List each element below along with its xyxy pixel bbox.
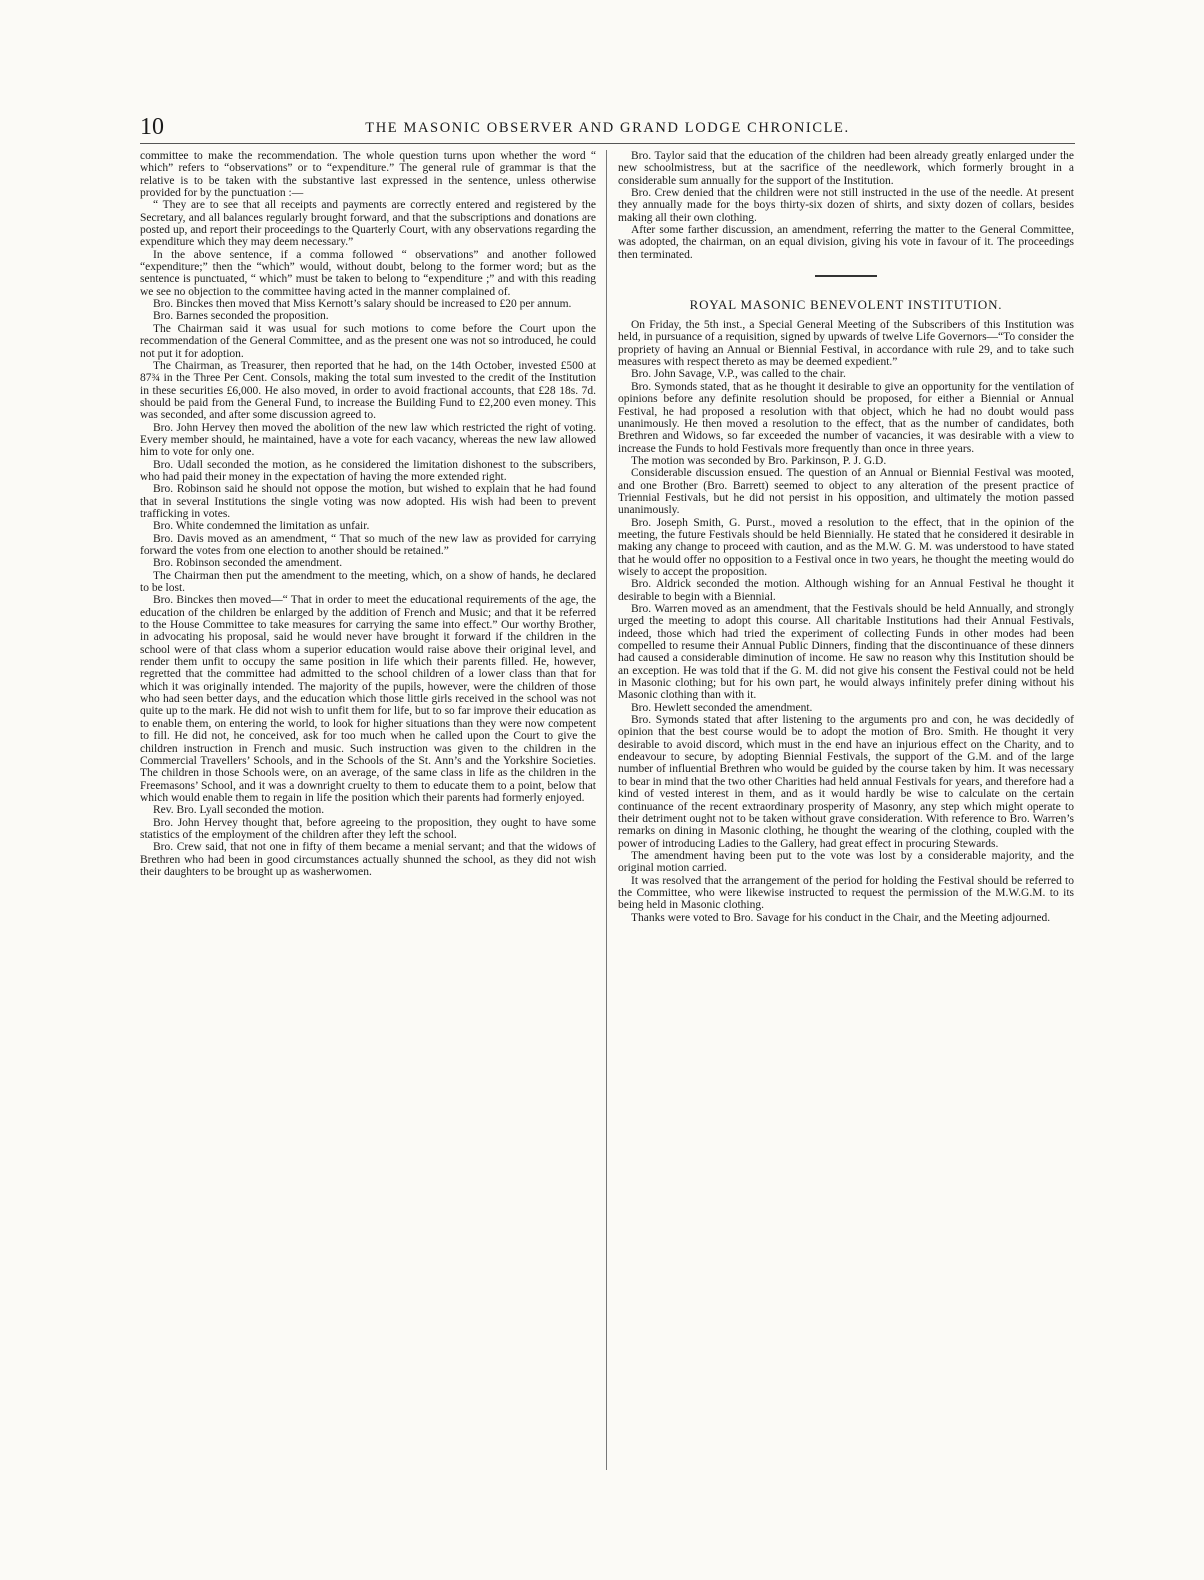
paragraph: The amendment having been put to the vote was lost by a considerable majority, and the original motion carried. xyxy=(618,849,1074,875)
running-title: THE MASONIC OBSERVER AND GRAND LODGE CHRONICLE. xyxy=(365,120,850,136)
paragraph: Bro. Warren moved as an amendment, that the Festivals should be held Annually, and strongly urged the meeting to adopt this course. All charitable Institutions had their Annual Festivals, indeed, those which had tried the experiment of collecting Funds in other modes had been compelled to resume their Annual Public Dinners, finding that the discontinuance of these dinners had caused a considerable diminution of income. He saw no reason why this Institution should be an exception. He was told that if the G. M. did not give his consent the Festival could not be held in Masonic clothing; but for his own part, he would always infinitely prefer dining without his Masonic clothing than with it. xyxy=(618,603,1074,702)
paragraph: After some farther discussion, an amendment, referring the matter to the General Committee, was adopted, the chairman, on an equal division, giving his vote in favour of it. The proceedings then terminated. xyxy=(618,224,1074,261)
paragraph: Bro. Crew denied that the children were not still instructed in the use of the needle. At present they annually made for the boys thirty-six dozen of shirts, and sixty dozen of collars, besides making all their own clothing. xyxy=(618,187,1074,224)
paragraph: committee to make the recommendation. The whole question turns upon whether the word “ which” refers to “observations” or to “expenditure.” The general rule of grammar is that the relative is to be taken with the substantive last expressed in the sentence, unless otherwise provided for by the punctuation :— xyxy=(140,150,596,200)
paragraph: The motion was seconded by Bro. Parkinson, P. J. G.D. xyxy=(631,454,887,467)
paragraph: It was resolved that the arrangement of the period for holding the Festival should be referred to the Committee, who were likewise instructed to request the permission of the M.W.G.M. to its being held in Masonic clothing. xyxy=(618,874,1074,912)
paragraph: Bro. Symonds stated that after listening to the arguments pro and con, he was decidedly of opinion that the best course would be to adopt the motion of Bro. Smith. He thought it very desirable to avoid discord, which must in the end have an injurious effect on the Charity, and to endeavour to secure, by adopting Biennial Festivals, the support of the G.M. and of the large number of influential Brethren who would be guided by the course taken by him. It was necessary to bear in mind that the two other Charities had held annual Festivals for years, and therefore had a kind of vested interest in them, and as it would hardly be wise to calculate on the certain continuance of the recent extraordinary prosperity of Masonry, any step which might operate to their detriment ought not to be taken without grave consideration. With reference to Bro. Warren’s remarks on dining in Masonic clothing, he thought the wearing of the clothing, coupled with the power of introducing Ladies to the Gallery, had great effect in procuring Stewards. xyxy=(618,714,1074,850)
paragraph: Bro. Binckes then moved—“ That in order to meet the educational requirements of the age, the education of the children be enlarged by the addition of French and Music; and that it be referred to the House Committee to take measures for carrying the same into effect.” Our worthy Brother, in advocating his proposal, said he would never have brought it forward if the children in the school were of that class whom a superior education would raise above their original level, and render them unfit to occupy the same position in life which their parents filled. He, however, regretted that the committee had admitted to the school children of a lower class than that for which it was originally intended. The majority of the pupils, however, were the children of those who had seen better days, and the education which those little girls received in the school was not quite up to the mark. He did not wish to unfit them for life, but to so far improve their education as to enable them, on entering the world, to look for higher situations than they were now competent to fill. He did not, he conceived, ask for too much when he called upon the Court to give the children instruction in French and music. Such instruction was given to the children in the Commercial Travellers’ Schools, and in the Schools of the St. Ann’s and the Yorkshire Societies. The children in those Schools were, on an average, of the same class in life as the children in the Freemasons’ School, and it was a downright cruelty to them to educate them to a point, below that which would enable them to regain in life the position which their parents had formerly enjoyed. xyxy=(140,594,596,804)
page-header xyxy=(140,112,1075,142)
paragraph: On Friday, the 5th inst., a Special General Meeting of the Subscribers of this Institution was held, in pursuance of a requisition, signed by upwards of twelve Life Governors—“To consider the propriety of having an Annual or Biennial Festival, in accordance with rule 29, and to take such measures with respect thereto as may be deemed expedient.” xyxy=(618,319,1074,369)
paragraph: Bro. Taylor said that the education of the children had been already greatly enlarged under the new schoolmistress, but at the sacrifice of the needlework, which formerly brought in a considerable sum annually for the support of the Institution. xyxy=(618,150,1074,187)
section-divider xyxy=(815,275,877,277)
paragraph: Bro. Crew said, that not one in fifty of them became a menial servant; and that the widows of Brethren who had been in good circumstances actually shunned the school, as they did not wish their daughters to be brought up as washerwomen. xyxy=(140,841,596,878)
paragraph: Bro. John Savage, V.P., was called to the chair. xyxy=(631,368,846,381)
paragraph: Bro. Udall seconded the motion, as he considered the limitation dishonest to the subscribers, who had paid their money in the expectation of having the more extended right. xyxy=(140,458,596,483)
paragraph: Considerable discussion ensued. The question of an Annual or Biennial Festival was mooted, and one Brother (Bro. Barrett) seemed to object to any alteration of the present practice of Triennial Festivals, but he did not persist in his opposition, and ultimately the motion passed unanimously. xyxy=(618,467,1074,517)
paragraph: Rev. Bro. Lyall seconded the motion. xyxy=(153,804,325,817)
paragraph: Thanks were voted to Bro. Savage for his conduct in the Chair, and the Meeting adjourned. xyxy=(631,911,1051,924)
paragraph: Bro. Symonds stated, that as he thought it desirable to give an opportunity for the ventilation of opinions before any definite resolution should be proposed, for either a Biennial or Annual Festival, he had proposed a resolution with that object, which he had no doubt would pass unanimously. He then moved a resolution to the effect, that as the number of candidates, both Brethren and Widows, so far exceeded the number of vacancies, it was desirable with a view to increase the Funds to hold Festivals more frequently than once in three years. xyxy=(618,380,1074,455)
paragraph: Bro. Hewlett seconded the amendment. xyxy=(631,701,813,714)
paragraph: Bro. Robinson seconded the amendment. xyxy=(153,557,343,570)
right-column xyxy=(618,150,1074,924)
paragraph: Bro. John Hervey then moved the abolition of the new law which restricted the right of voting. Every member should, he maintained, have a vote for each vacancy, whereas the new law allowed him to vote for only one. xyxy=(140,421,596,459)
paragraph: Bro. Robinson said he should not oppose the motion, but wished to explain that he had found that in several Institutions the single voting was now adopted. His wish had been to prevent trafficking in votes. xyxy=(140,483,596,520)
paragraph: Bro. Barnes seconded the proposition. xyxy=(153,310,329,323)
paragraph: Bro. Aldrick seconded the motion. Although wishing for an Annual Festival he thought it desirable to begin with a Biennial. xyxy=(618,578,1074,603)
left-column xyxy=(140,150,596,878)
paragraph: The Chairman said it was usual for such motions to come before the Court upon the recommendation of the General Committee, and as the present one was not so introduced, he could not put it for adoption. xyxy=(140,322,596,360)
paragraph: Bro. Binckes then moved that Miss Kernott’s salary should be increased to £20 per annum. xyxy=(153,298,572,311)
column-rule xyxy=(606,150,607,1470)
paragraph: Bro. White condemned the limitation as unfair. xyxy=(153,520,370,533)
paragraph: Bro. John Hervey thought that, before agreeing to the proposition, they ought to have some statistics of the employment of the children after they left the school. xyxy=(140,816,596,841)
header-rule xyxy=(140,143,1075,144)
paragraph: In the above sentence, if a comma followed “ observations” and another followed “expenditure;” then the “which” would, without doubt, belong to the former word; but as the sentence is punctuated, “ which” must be taken to belong to “expenditure ;” and with this reading we see no objection to the committee having acted in the manner complained of. xyxy=(140,248,596,298)
paragraph: Bro. Davis moved as an amendment, “ That so much of the new law as provided for carrying forward the votes from one election to another should be retained.” xyxy=(140,532,596,557)
page-number: 10 xyxy=(140,114,164,140)
paragraph: Bro. Joseph Smith, G. Purst., moved a resolution to the effect, that in the opinion of the meeting, the future Festivals should be held Biennially. He stated that he considered it desirable in making any change to proceed with caution, and as the M.W. G. M. was understood to have stated that he would offer no opposition to a Festival once in two years, he thought the meeting would do wisely to accept the proposition. xyxy=(618,516,1074,578)
section-heading: ROYAL MASONIC BENEVOLENT INSTITUTION. xyxy=(689,297,1003,313)
paragraph: “ They are to see that all receipts and payments are correctly entered and registered by the Secretary, and all balances regularly brought forward, and that the subscriptions and donations are posted up, and report their proceedings to the Quarterly Court, with any observations regarding the expenditure which they may deem necessary.” xyxy=(140,199,596,249)
paragraph: The Chairman, as Treasurer, then reported that he had, on the 14th October, invested £500 at 87¾ in the Three Per Cent. Consols, making the total sum invested to the credit of the Institution in these securities £6,000. He also moved, in order to avoid fractional accounts, that £28 18s. 7d. should be paid from the General Fund, to increase the Building Fund to £2,200 even money. This was seconded, and after some discussion agreed to. xyxy=(140,359,596,422)
paragraph: The Chairman then put the amendment to the meeting, which, on a show of hands, he declared to be lost. xyxy=(140,569,596,595)
